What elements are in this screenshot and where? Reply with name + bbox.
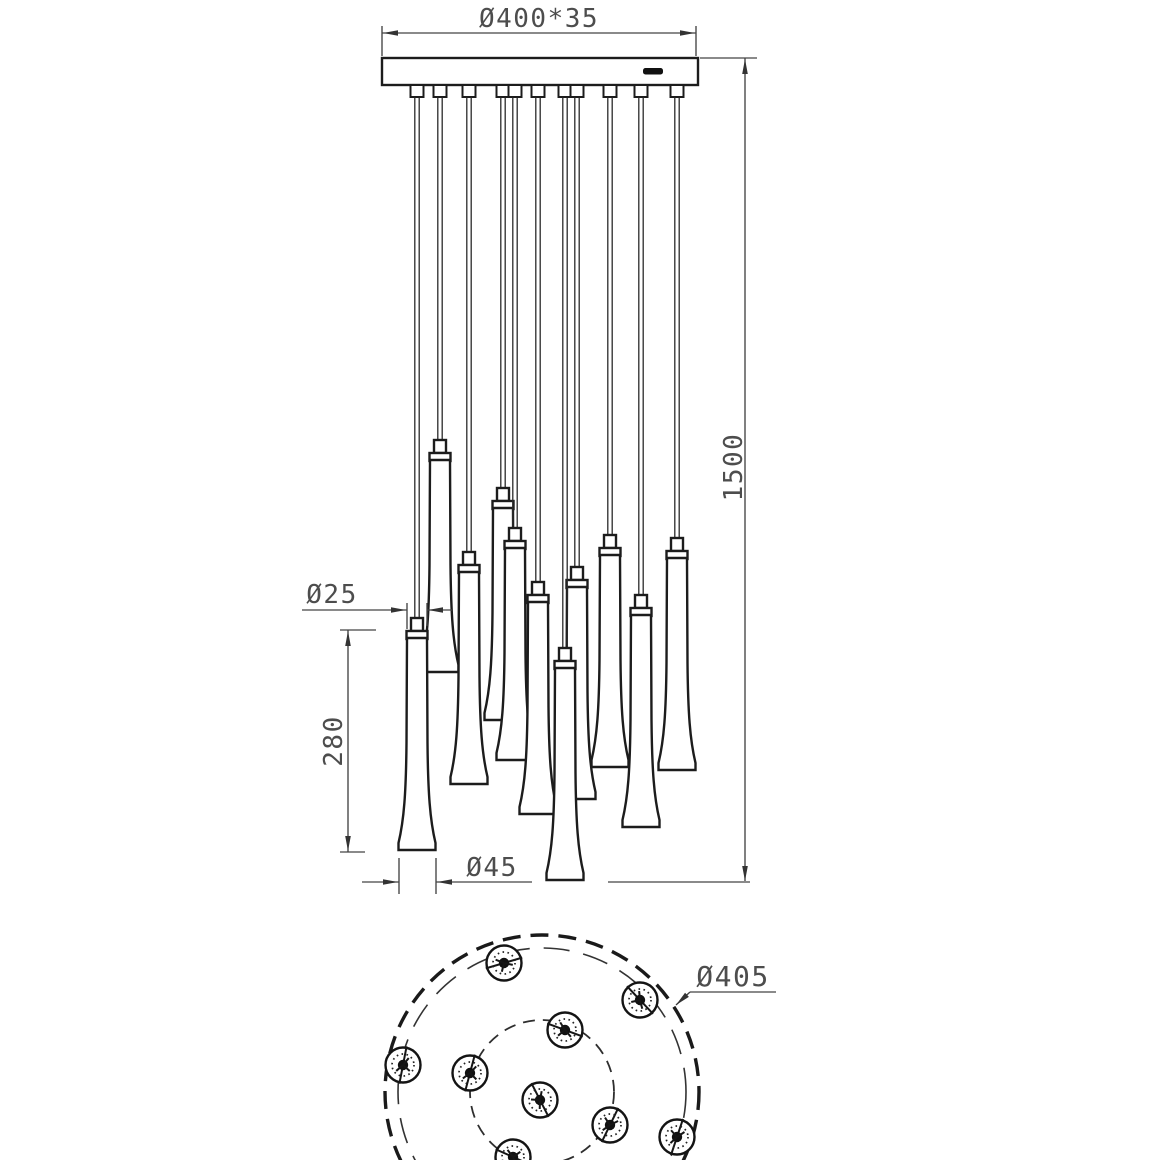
dimension-arrow (391, 607, 406, 613)
pendant (592, 98, 629, 768)
pendant-shade (659, 558, 696, 770)
shade-height-label: 280 (319, 715, 349, 767)
plan-lamp (386, 1046, 421, 1083)
plan-rim-ring (398, 948, 686, 1160)
cord-grip (532, 85, 545, 97)
dimension-arrow (742, 866, 748, 881)
cord-grip (463, 85, 476, 97)
plan-lamp (623, 983, 658, 1018)
plan-view (385, 935, 699, 1160)
socket-knob (559, 648, 571, 661)
socket-knob (411, 618, 423, 631)
pendant (623, 98, 660, 828)
socket-knob (434, 440, 446, 453)
plan-lamp (486, 946, 522, 981)
socket-knob (671, 538, 683, 551)
shade-top-diameter-label: Ø25 (306, 580, 358, 610)
dimension-arrow (345, 836, 351, 851)
socket-knob (635, 595, 647, 608)
canopy-dimension-label: Ø400*35 (478, 4, 600, 34)
socket-knob (571, 567, 583, 580)
plan-lamp (453, 1055, 488, 1092)
drop-height-label: 1500 (719, 432, 749, 502)
dimension-arrow (742, 59, 748, 74)
socket-knob (532, 582, 544, 595)
dimension-arrow (383, 879, 398, 885)
dimension-arrow (383, 30, 398, 36)
plan-outer-ring (385, 935, 699, 1160)
plan-lamp (593, 1108, 628, 1143)
pendant-shade (623, 615, 660, 827)
pendant-shade (592, 555, 629, 767)
socket-knob (509, 528, 521, 541)
plan-lamp (523, 1083, 558, 1118)
dimension-arrow (680, 30, 695, 36)
socket-knob (497, 488, 509, 501)
elevation-view (382, 58, 698, 880)
cord-grip (635, 85, 648, 97)
plan-lamp (660, 1119, 695, 1155)
cord-grip (571, 85, 584, 97)
plan-diameter-label: Ø405 (696, 960, 770, 993)
dimension-labels (306, 4, 769, 993)
cord-grip (411, 85, 424, 97)
canopy-marking (643, 68, 663, 75)
cord-grip (434, 85, 447, 97)
plan-lamp (496, 1140, 531, 1160)
cord-grip (671, 85, 684, 97)
socket-knob (604, 535, 616, 548)
dimension-lines (302, 26, 776, 1007)
pendant (422, 98, 459, 673)
cord-grip (509, 85, 522, 97)
dimension-arrow (345, 631, 351, 646)
pendant-shade (451, 572, 488, 784)
shade-bottom-diameter-label: Ø45 (466, 853, 518, 883)
plan-lamp (547, 1013, 583, 1048)
socket-knob (463, 552, 475, 565)
pendant (659, 98, 696, 771)
cord-grip (604, 85, 617, 97)
pendant (451, 98, 488, 785)
dimension-arrow (437, 879, 452, 885)
